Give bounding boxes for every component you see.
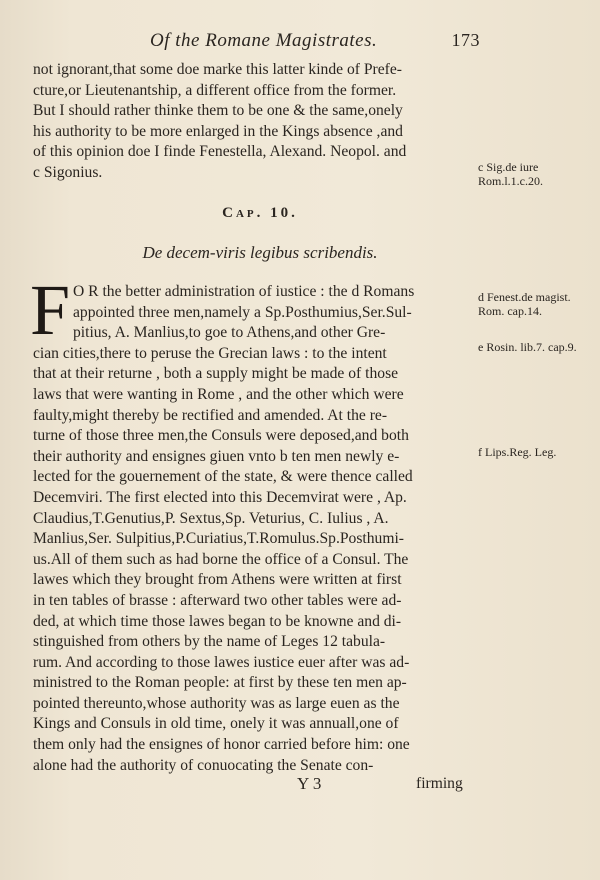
text-line: not ignorant,that some doe marke this latter kinde of Prefe- — [33, 61, 402, 78]
drop-capital: F — [30, 270, 71, 350]
margin-note: c Sig.de iure Rom.l.1.c.20. — [478, 160, 543, 188]
text-line: O R the better administration of iustice : the d Romans — [73, 283, 415, 300]
text-line: laws that were wanting in Rome , and the other which were — [33, 385, 404, 403]
text-line: But I should rather thinke them to be one & the same,onely — [33, 102, 403, 120]
text-line: Kings and Consuls in old time, onely it was annuall,one of — [33, 715, 399, 733]
text-line: lected for the gouernement of the state, & were thence called — [33, 468, 413, 486]
running-header — [150, 30, 480, 52]
header-title: Of the Romane Magistrates. — [150, 30, 378, 51]
text-line: that at their returne , both a supply might be made of those — [33, 365, 399, 383]
text-line: them only had the ensignes of honor carried before him: one — [33, 736, 410, 754]
top-paragraph — [33, 60, 473, 184]
text-line: pitius, A. Manlius,to goe to Athens,and other Gre- — [73, 324, 386, 342]
text-line: lawes which they brought from Athens were written at first — [33, 571, 402, 589]
text-line: c Sigonius. — [33, 163, 103, 181]
page-number: 173 — [451, 30, 480, 50]
text-line: Claudius,T.Genutius,P. Sextus,Sp. Veturius, C. Iulius , A. — [33, 509, 389, 527]
chapter-heading: Cap. 10. — [222, 205, 298, 221]
signature-mark: Y 3 — [297, 774, 322, 793]
margin-note: f Lips.Reg. Leg. — [478, 445, 557, 459]
chapter-subtitle: De decem-viris legibus scribendis. — [142, 243, 378, 262]
margin-note: d Fenest.de magist. Rom. cap.14. — [478, 290, 571, 318]
text-line: Manlius,Ser. Sulpitius,P.Curiatius,T.Romulus.Sp.Posthumi- — [33, 530, 404, 548]
text-line: alone had the authority of conuocating the Senate con- — [33, 756, 374, 774]
text-line: Decemviri. The first elected into this Decemvirat were , Ap. — [33, 488, 407, 506]
text-line: ministred to the Roman people: at first by these ten men ap- — [33, 674, 407, 692]
text-line: ded, at which time those lawes began to be knowne and di- — [33, 612, 402, 630]
text-line: cian cities,there to peruse the Grecian laws : to the intent — [33, 344, 387, 362]
margin-note: e Rosin. lib.7. cap.9. — [478, 340, 577, 354]
text-line: us.All of them such as had borne the office of a Consul. The — [33, 550, 409, 568]
text-line: faulty,might thereby be rectified and amended. At the re- — [33, 406, 388, 424]
text-line: cture,or Lieutenantship, a different office from the former. — [33, 81, 397, 99]
main-paragraph — [33, 282, 473, 776]
text-line: his authority to be more enlarged in the Kings absence ,and — [33, 122, 403, 140]
catchword: firming — [416, 775, 463, 792]
text-line: in ten tables of brasse : afterward two other tables were ad- — [33, 591, 402, 609]
text-line: turne of those three men,the Consuls were deposed,and both — [33, 427, 409, 445]
text-line: pointed thereunto,whose authority was as large euen as the — [33, 694, 400, 712]
text-line: stinguished from others by the name of Leges 12 tabula- — [33, 633, 386, 651]
text-line: of this opinion doe I finde Fenestella, Alexand. Neopol. and — [33, 143, 407, 161]
text-line: their authority and ensignes giuen vnto b ten men newly e- — [33, 447, 400, 465]
text-line: appointed three men,namely a Sp.Posthumius,Ser.Sul- — [73, 303, 412, 321]
text-line: rum. And according to those lawes iustice euer after was ad- — [33, 653, 410, 671]
